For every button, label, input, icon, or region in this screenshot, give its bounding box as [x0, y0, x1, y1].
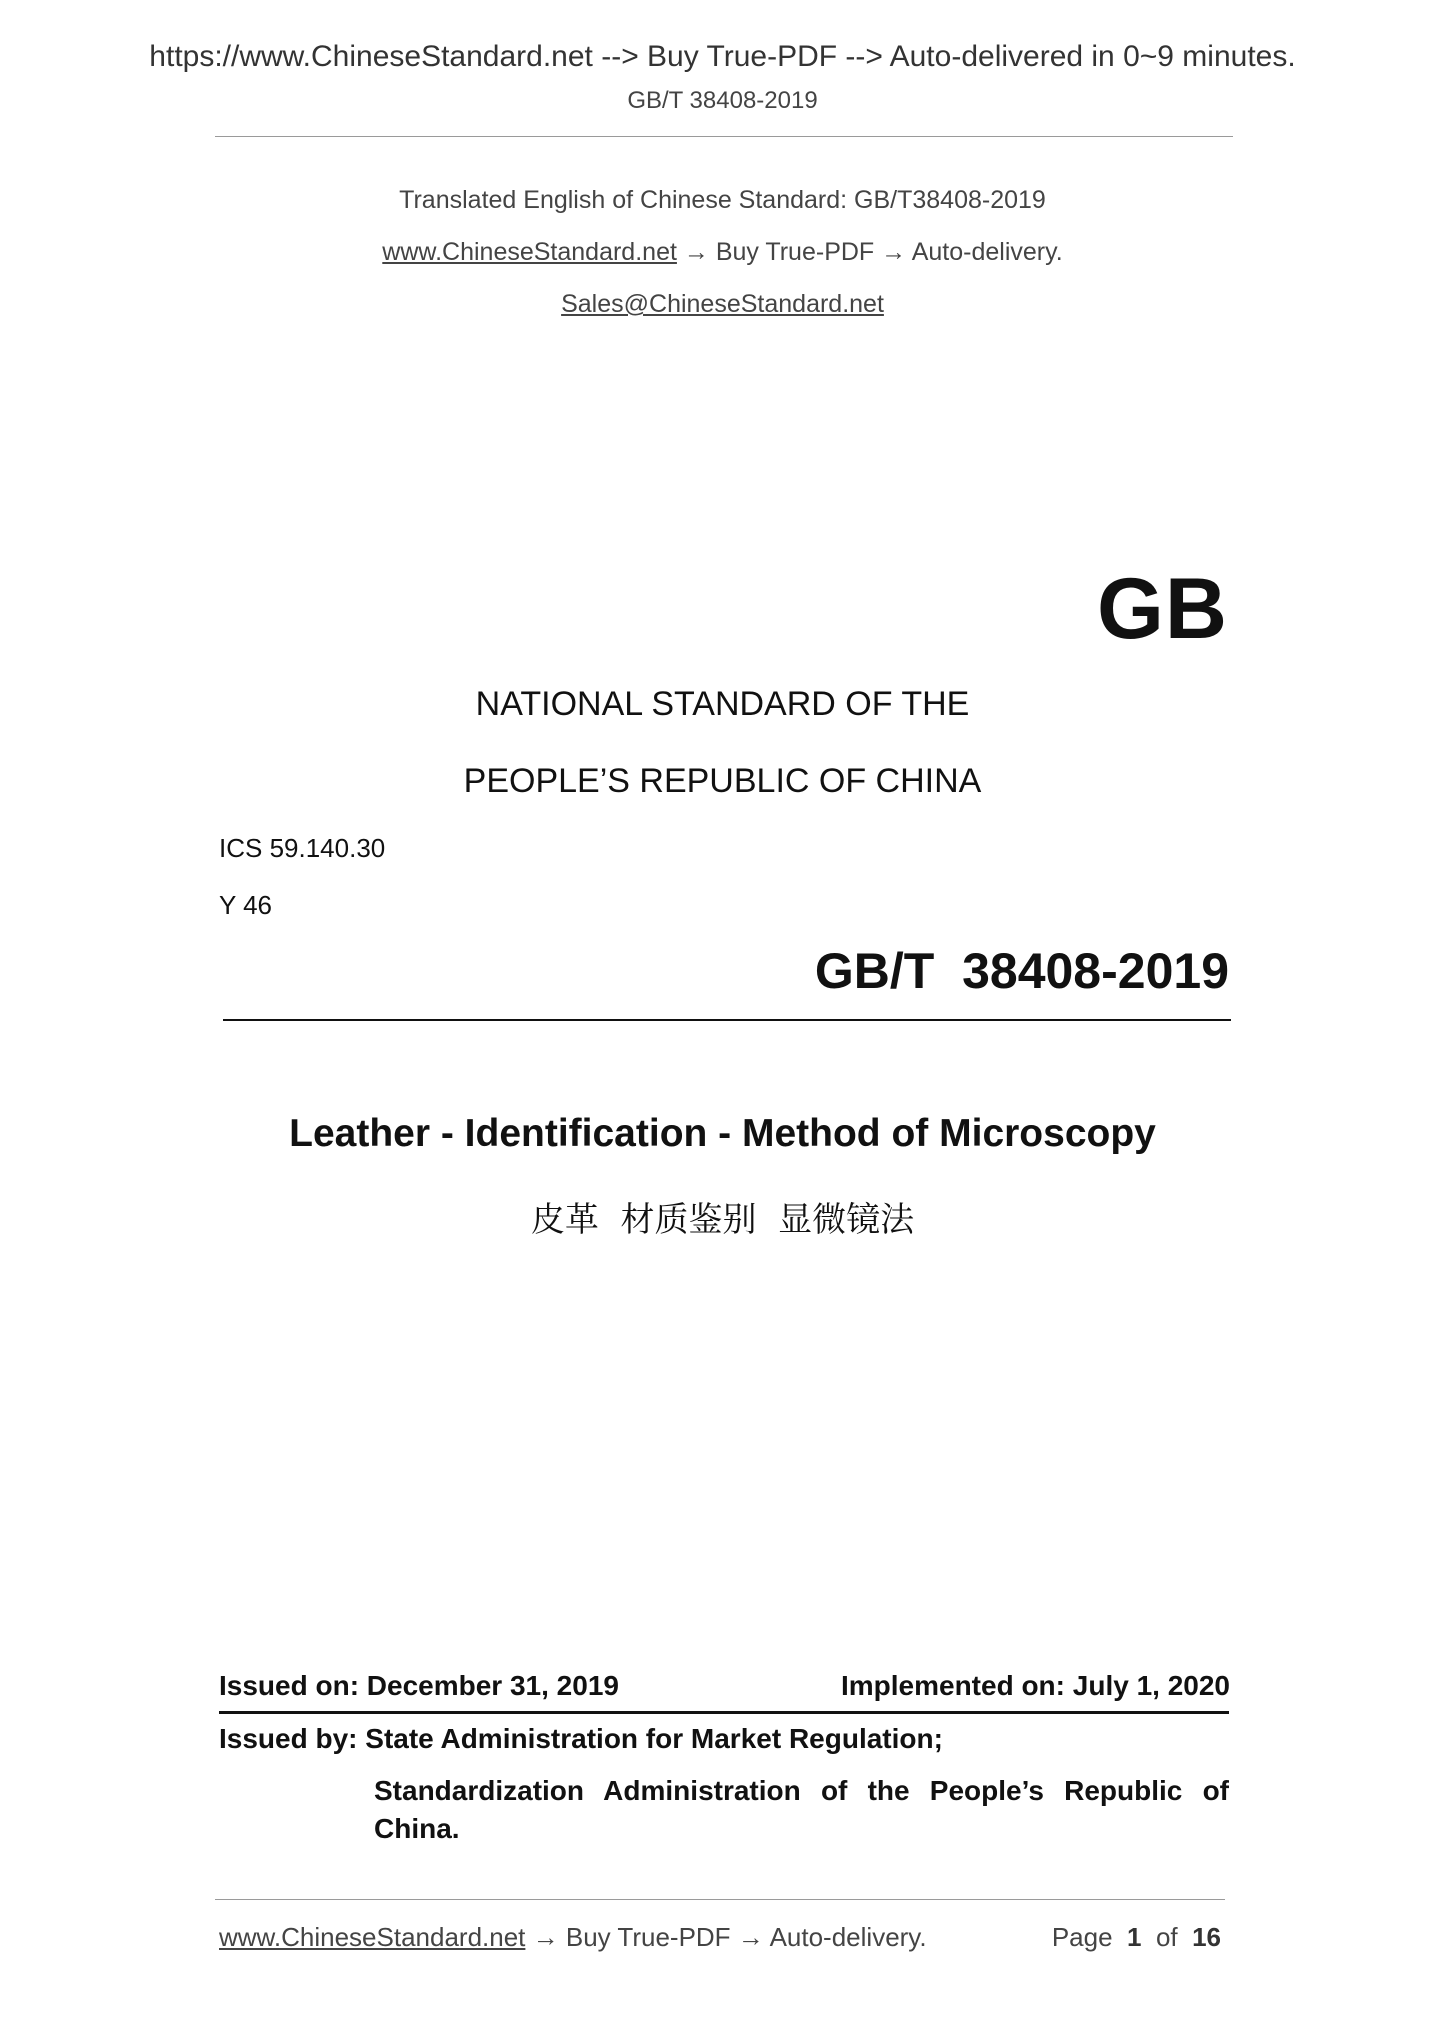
national-standard-line-1: NATIONAL STANDARD OF THE: [475, 685, 970, 723]
footer-links: [219, 1922, 927, 1953]
intro-links-suffix: → Buy True-PDF → Auto-delivery.: [676, 238, 1063, 266]
page-of: of: [1155, 1922, 1178, 1952]
footer-divider: [215, 1899, 1225, 1900]
national-standard-line-2: PEOPLE’S REPUBLIC OF CHINA: [463, 762, 982, 800]
site-link[interactable]: www.ChineseStandard.net: [382, 238, 677, 266]
gb-logo: GB: [1097, 561, 1228, 657]
top-banner: https://www.ChineseStandard.net --> Buy True-PDF --> Auto-delivered in 0~9 minutes.: [149, 40, 1296, 73]
translated-notice: Translated English of Chinese Standard: GB/T38408-2019: [399, 186, 1046, 214]
sales-email-link[interactable]: Sales@ChineseStandard.net: [561, 290, 884, 318]
issued-by: Issued by: State Administration for Market Regulation;: [219, 1723, 943, 1754]
chinese-title: 皮革 材质鉴别 显微镜法: [530, 1200, 915, 1240]
footer-links-suffix: → Buy True-PDF → Auto-delivery.: [525, 1922, 927, 1952]
header-standard-code: GB/T 38408-2019: [627, 87, 818, 114]
implemented-on-date: Implemented on: July 1, 2020: [840, 1670, 1230, 1701]
intro-links-line: [0, 238, 1445, 267]
standard-number-divider: [223, 1019, 1231, 1021]
header-divider: [215, 136, 1233, 137]
page-total: 16: [1192, 1922, 1221, 1952]
issued-by-line-3: China.: [374, 1813, 460, 1844]
ccs-code: Y 46: [219, 890, 273, 920]
page-label: Page: [1051, 1922, 1113, 1952]
sales-line: [0, 290, 1445, 319]
english-title: Leather - Identification - Method of Microscopy: [289, 1112, 1156, 1155]
issued-by-line-2: Standardization Administration of the People’s Republic of: [374, 1775, 1229, 1806]
page-indicator: [1052, 1922, 1221, 1953]
issued-on-date: Issued on: December 31, 2019: [219, 1670, 619, 1701]
page-current: 1: [1127, 1922, 1142, 1952]
ics-code: ICS 59.140.30: [219, 833, 386, 863]
issuance-divider: [219, 1711, 1229, 1714]
standard-number: GB/T 38408-2019: [814, 943, 1229, 999]
footer-site-link[interactable]: www.ChineseStandard.net: [219, 1922, 526, 1952]
